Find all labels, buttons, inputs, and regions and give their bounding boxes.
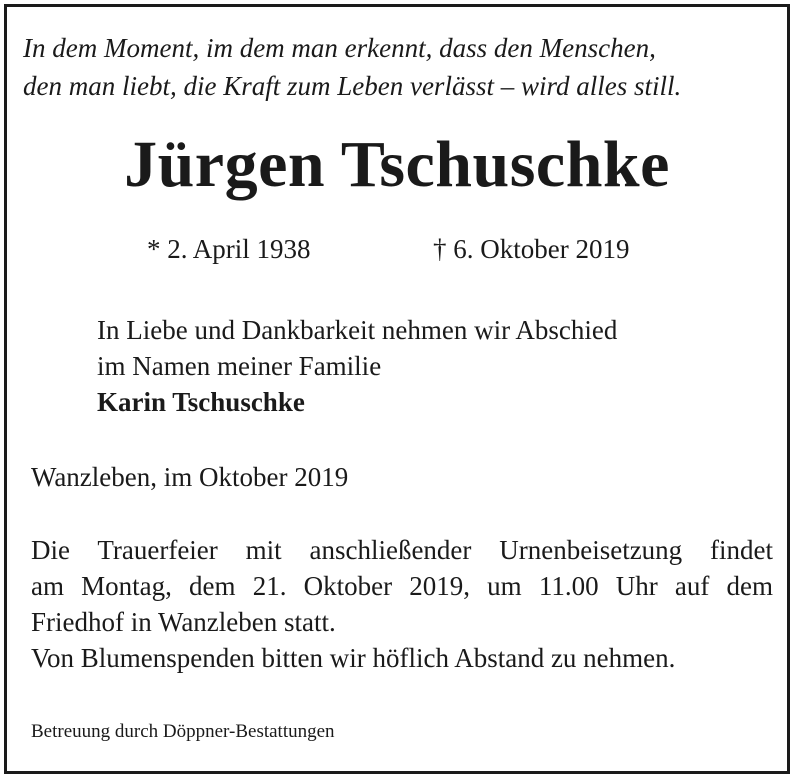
funeral-service-details — [31, 532, 773, 676]
deceased-name: Jürgen Tschuschke — [124, 128, 670, 201]
birth-date: * 2. April 1938 — [147, 234, 311, 264]
death-date: † 6. Oktober 2019 — [433, 234, 630, 264]
quote-line-1: In dem Moment, im dem man erkennt, dass den Menschen, — [23, 33, 656, 63]
place-and-date: Wanzleben, im Oktober 2019 — [31, 462, 349, 492]
obituary-notice — [4, 4, 790, 774]
service-line-3: Friedhof in Wanzleben statt. — [31, 607, 336, 637]
life-dates — [7, 229, 787, 269]
quote-line-2: den man liebt, die Kraft zum Leben verlässt – wird alles still. — [23, 71, 682, 101]
service-line-1: Die Trauerfeier mit anschließender Urnenbeisetzung findet — [31, 535, 773, 565]
farewell-line-2: im Namen meiner Familie — [97, 351, 382, 381]
memorial-quote — [23, 29, 771, 105]
farewell-line-1: In Liebe und Dankbarkeit nehmen wir Abschied — [97, 315, 618, 345]
service-line-2: am Montag, dem 21. Oktober 2019, um 11.00 Uhr auf dem — [31, 571, 773, 601]
service-line-4: Von Blumenspenden bitten wir höflich Abstand zu nehmen. — [31, 643, 676, 673]
farewell-signer: Karin Tschuschke — [97, 387, 305, 417]
funeral-home-credit: Betreuung durch Döppner-Bestattungen — [31, 721, 335, 742]
farewell-message — [97, 312, 617, 420]
